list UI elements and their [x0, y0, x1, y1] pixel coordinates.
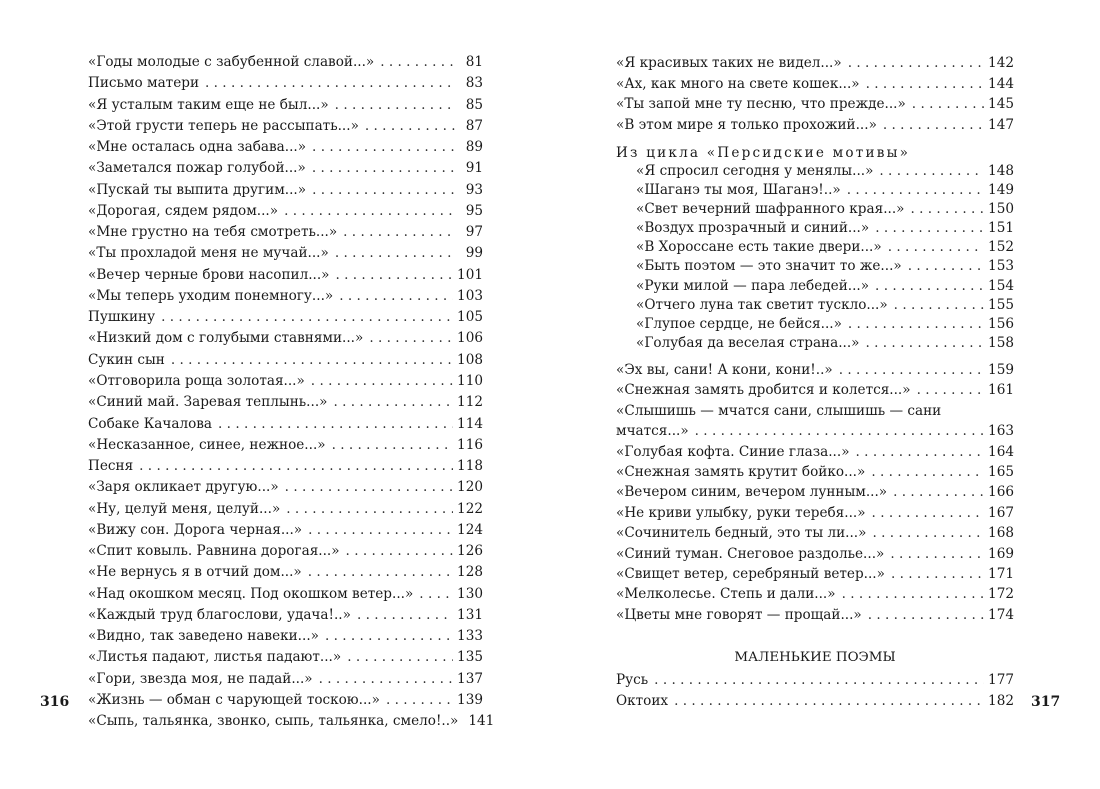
dot-leader	[333, 394, 453, 410]
dot-leader	[139, 458, 453, 474]
entry-title: Песня	[88, 458, 134, 475]
dot-leader	[284, 203, 455, 219]
dot-leader	[674, 693, 984, 709]
dot-leader	[866, 335, 985, 351]
entry-page-number: 153	[988, 258, 1014, 275]
entry-title: «Этой грусти теперь не рассыпать...»	[88, 117, 359, 134]
entry-page-number: 124	[457, 521, 483, 538]
toc-entry[interactable]	[636, 182, 1014, 201]
toc-entry[interactable]	[88, 522, 483, 543]
dot-leader	[891, 566, 984, 582]
entry-page-number: 177	[988, 672, 1014, 688]
cycle-toc-list	[636, 163, 1014, 354]
entry-title: «Над окошком месяц. Под окошком ветер...»	[88, 585, 414, 602]
entry-title: «Я усталым таким еще не был...»	[88, 96, 329, 113]
toc-entry[interactable]	[616, 546, 1014, 566]
entry-title: «Цветы мне говорят — прощай...»	[616, 606, 862, 623]
entry-page-number: 99	[465, 245, 483, 262]
entry-title: «Отговорила роща золотая...»	[88, 372, 305, 389]
dot-leader	[839, 362, 984, 378]
toc-entry[interactable]	[616, 607, 1014, 627]
toc-entry[interactable]	[88, 607, 483, 628]
dot-leader	[312, 160, 455, 176]
dot-leader	[346, 543, 454, 559]
entry-title: «Мне грустно на тебя смотреть...»	[88, 224, 338, 241]
entry-title: Октоих	[616, 693, 669, 709]
toc-entry[interactable]	[616, 672, 1014, 693]
toc-entry[interactable]	[616, 55, 1014, 76]
toc-entry[interactable]	[88, 479, 483, 500]
entry-title: «Дорогая, сядем рядом...»	[88, 202, 279, 219]
dot-leader	[325, 628, 453, 644]
entry-page-number: 147	[988, 117, 1014, 134]
entry-page-number: 161	[988, 382, 1014, 399]
entry-page-number: 144	[988, 75, 1014, 92]
toc-entry[interactable]	[616, 444, 1014, 464]
toc-entry[interactable]	[88, 586, 483, 607]
entry-title: «Мне осталась одна забава...»	[88, 139, 307, 156]
section-toc-list	[616, 672, 1014, 714]
toc-entry[interactable]	[636, 258, 1014, 277]
entry-title: «Ах, как много на свете кошек...»	[616, 75, 860, 92]
entry-title: «Шаганэ ты моя, Шаганэ!..»	[636, 182, 841, 199]
dot-leader	[868, 607, 984, 623]
entry-title: «Спит ковыль. Равнина дорогая...»	[88, 543, 340, 560]
entry-title: «Свищет ветер, серебряный ветер...»	[616, 565, 885, 582]
entry-title: Сукин сын	[88, 351, 165, 368]
dot-leader	[311, 373, 453, 389]
dot-leader	[308, 522, 453, 538]
entry-title: «Несказанное, синее, нежное...»	[88, 436, 326, 453]
toc-entry[interactable]	[88, 118, 483, 139]
entry-title: «Заметался пожар голубой...»	[88, 160, 306, 177]
entry-title: «Снежная замять крутит бойко...»	[616, 463, 866, 480]
toc-entry[interactable]	[616, 76, 1014, 97]
entry-page-number: 131	[457, 606, 483, 623]
cycle-heading: Из цикла «Персидские мотивы»	[616, 145, 911, 161]
dot-leader	[842, 586, 984, 602]
entry-title: «Мы теперь уходим понемногу...»	[88, 287, 334, 304]
toc-entry[interactable]	[616, 693, 1014, 714]
toc-entry[interactable]	[88, 203, 483, 224]
toc-entry[interactable]	[88, 649, 483, 670]
toc-entry[interactable]	[636, 335, 1014, 354]
toc-entry[interactable]	[636, 220, 1014, 239]
entry-title: «Руки милой — пара лебедей...»	[636, 277, 870, 294]
entry-page-number: 172	[988, 586, 1014, 603]
toc-entry[interactable]	[636, 278, 1014, 297]
entry-page-number: 149	[988, 182, 1014, 199]
toc-entry[interactable]	[88, 564, 483, 585]
entry-page-number: 171	[988, 565, 1014, 582]
toc-entry[interactable]	[88, 309, 483, 330]
dot-leader	[910, 201, 984, 217]
dot-leader	[908, 258, 984, 274]
entry-title: «Низкий дом с голубыми ставнями...»	[88, 330, 364, 347]
entry-page-number: 95	[465, 202, 483, 219]
toc-entry-continuation[interactable]	[616, 423, 1014, 443]
dot-leader	[335, 245, 455, 261]
entry-title: «Каждый труд благослови, удача!..»	[88, 606, 351, 623]
entry-page-number: 166	[988, 484, 1014, 501]
entry-page-number: 122	[457, 500, 483, 517]
dot-leader	[872, 525, 984, 541]
dot-leader	[285, 479, 453, 495]
entry-page-number: 112	[457, 394, 483, 411]
dot-leader	[890, 546, 984, 562]
toc-entry[interactable]	[88, 671, 483, 692]
dot-leader	[386, 692, 453, 708]
entry-page-number: 114	[457, 415, 483, 432]
entry-title: «Листья падают, листья падают...»	[88, 649, 342, 666]
entry-page-number: 81	[465, 54, 483, 70]
dot-leader	[872, 505, 985, 521]
dot-leader	[347, 649, 453, 665]
entry-title: «Ты запой мне ту песню, что прежде...»	[616, 96, 906, 113]
toc-entry[interactable]	[616, 505, 1014, 525]
dot-leader	[218, 416, 453, 432]
entry-title: «Заря окликает другую...»	[88, 479, 279, 496]
entry-title: Письмо матери	[88, 75, 200, 92]
toc-entry[interactable]	[88, 373, 483, 394]
toc-entry[interactable]	[88, 416, 483, 437]
entry-page-number: 126	[457, 543, 483, 560]
entry-page-number: 130	[457, 585, 483, 602]
dot-leader	[695, 423, 984, 439]
entry-page-number: 165	[988, 463, 1014, 480]
entry-page-number: 128	[457, 564, 483, 581]
entry-page-number: 141	[468, 713, 495, 730]
dot-leader	[357, 607, 453, 623]
dot-leader	[875, 220, 984, 236]
dot-leader	[866, 76, 984, 92]
entry-page-number: 101	[457, 266, 483, 283]
entry-page-number: 118	[457, 458, 483, 475]
entry-title: «Ты прохладой меня не мучай...»	[88, 245, 329, 262]
toc-entry[interactable]	[88, 437, 483, 458]
toc-entry[interactable]	[616, 464, 1014, 484]
dot-leader	[312, 182, 455, 198]
entry-title: «Сыпь, тальянка, звонко, сыпь, тальянка, смело!..»	[88, 713, 459, 730]
entry-page-number: 168	[988, 525, 1014, 542]
dot-leader	[893, 484, 984, 500]
toc-entry[interactable]	[88, 458, 483, 479]
entry-title: «Синий май. Заревая теплынь...»	[88, 394, 328, 411]
entry-title: «Отчего луна так светит тускло...»	[636, 296, 888, 313]
entry-title: «В Хороссане есть такие двери...»	[636, 239, 882, 256]
dot-leader	[871, 464, 984, 480]
dot-leader	[912, 96, 984, 112]
toc-entry[interactable]	[636, 201, 1014, 220]
entry-title: «Жизнь — обман с чарующей тоскою...»	[88, 691, 380, 708]
entry-title: «Глупое сердце, не бейся...»	[636, 315, 842, 332]
entry-title: «Я спросил сегодня у менялы...»	[636, 163, 874, 179]
right-page-number: 317	[1031, 694, 1061, 710]
entry-page-number: 156	[988, 315, 1014, 332]
dot-leader	[879, 163, 984, 179]
entry-title: «Слышишь — мчатся сани, слышишь — сани	[616, 402, 942, 419]
entry-page-number: 159	[988, 362, 1014, 378]
entry-title: «Вечером синим, вечером лунным...»	[616, 484, 888, 501]
section-heading: МАЛЕНЬКИЕ ПОЭМЫ	[734, 650, 896, 665]
entry-title: «Голубая кофта. Синие глаза...»	[616, 443, 850, 460]
toc-entry[interactable]	[88, 54, 483, 75]
entry-page-number: 135	[457, 649, 483, 666]
entry-page-number: 91	[465, 160, 483, 177]
entry-page-number: 110	[457, 372, 483, 389]
entry-page-number: 139	[457, 691, 483, 708]
toc-entry[interactable]	[88, 267, 483, 288]
left-toc-list	[88, 54, 495, 735]
dot-leader	[365, 118, 455, 134]
entry-page-number: 116	[457, 436, 483, 453]
toc-entry[interactable]	[88, 160, 483, 181]
toc-entry[interactable]	[88, 628, 483, 649]
entry-title: «Я красивых таких не видел...»	[616, 55, 842, 71]
toc-entry[interactable]	[88, 543, 483, 564]
entry-title: «Гори, звезда моя, не падай...»	[88, 670, 313, 687]
toc-entry[interactable]	[88, 245, 483, 266]
entry-title: «В этом мире я только прохожий...»	[616, 117, 877, 134]
entry-page-number: 151	[988, 220, 1014, 237]
entry-title: Собаке Качалова	[88, 415, 213, 432]
toc-entry[interactable]	[88, 352, 483, 373]
entry-title: «Ну, целуй меня, целуй...»	[88, 500, 281, 517]
entry-title: «Свет вечерний шафранного края...»	[636, 201, 905, 218]
toc-entry[interactable]	[616, 484, 1014, 504]
toc-entry[interactable]	[88, 330, 483, 351]
entry-page-number: 108	[457, 351, 483, 368]
entry-title-continuation: мчатся...»	[616, 423, 689, 440]
toc-entry[interactable]	[616, 403, 1014, 423]
right-toc-list-top	[616, 55, 1014, 138]
entry-title: «Быть поэтом — это значит то же...»	[636, 258, 902, 275]
toc-entry[interactable]	[636, 316, 1014, 335]
entry-title: «Голубая да веселая страна...»	[636, 334, 860, 351]
toc-entry[interactable]	[88, 692, 483, 713]
entry-title: «Не вернусь я в отчий дом...»	[88, 564, 302, 581]
entry-page-number: 164	[988, 443, 1014, 460]
dot-leader	[286, 501, 453, 517]
entry-page-number: 142	[988, 55, 1014, 71]
toc-entry[interactable]	[616, 586, 1014, 606]
dot-leader	[205, 75, 455, 91]
entry-title: «Вижу сон. Дорога черная...»	[88, 521, 303, 538]
toc-entry[interactable]	[616, 117, 1014, 138]
toc-entry[interactable]	[636, 297, 1014, 316]
toc-entry[interactable]	[636, 163, 1014, 182]
right-toc-list-after	[616, 362, 1014, 627]
dot-leader	[875, 278, 984, 294]
entry-page-number: 97	[465, 224, 483, 241]
entry-page-number: 155	[988, 296, 1014, 313]
entry-page-number: 154	[988, 277, 1014, 294]
entry-title: «Видно, так заведено навеки...»	[88, 628, 319, 645]
toc-entry[interactable]	[616, 382, 1014, 402]
dot-leader	[883, 117, 984, 133]
entry-page-number: 85	[465, 96, 483, 113]
dot-leader	[312, 139, 455, 155]
dot-leader	[339, 288, 453, 304]
dot-leader	[171, 352, 453, 368]
toc-entry[interactable]	[616, 362, 1014, 382]
toc-entry[interactable]	[616, 525, 1014, 545]
toc-entry[interactable]	[636, 239, 1014, 258]
entry-title: «Вечер черные брови насопил...»	[88, 266, 330, 283]
dot-leader	[856, 444, 985, 460]
toc-entry[interactable]	[88, 394, 483, 415]
entry-page-number: 158	[988, 334, 1014, 351]
toc-entry[interactable]	[88, 713, 495, 734]
toc-entry[interactable]	[88, 97, 483, 118]
dot-leader	[419, 586, 453, 602]
entry-page-number: 174	[988, 606, 1014, 623]
entry-title: «Снежная замять дробится и колется...»	[616, 382, 911, 399]
entry-page-number: 163	[988, 423, 1014, 440]
entry-page-number: 145	[988, 96, 1014, 113]
entry-page-number: 103	[457, 287, 483, 304]
toc-entry[interactable]	[88, 224, 483, 245]
entry-title: «Синий туман. Снеговое раздолье...»	[616, 545, 885, 562]
dot-leader	[848, 55, 984, 71]
dot-leader	[848, 316, 984, 332]
toc-entry[interactable]	[88, 501, 483, 522]
entry-title: «Эх вы, сани! А кони, кони!..»	[616, 362, 833, 378]
entry-page-number: 83	[465, 75, 483, 92]
toc-entry[interactable]	[616, 566, 1014, 586]
entry-page-number: 169	[988, 545, 1014, 562]
entry-page-number: 105	[457, 309, 483, 326]
dot-leader	[380, 54, 455, 70]
dot-leader	[847, 182, 984, 198]
entry-page-number: 87	[465, 117, 483, 134]
entry-title: «Пускай ты выпита другим...»	[88, 181, 307, 198]
entry-title: «Годы молодые с забубенной славой...»	[88, 54, 375, 70]
entry-page-number: 137	[457, 670, 483, 687]
entry-page-number: 93	[465, 181, 483, 198]
entry-page-number: 133	[457, 628, 483, 645]
entry-title: «Мелколесье. Степь и дали...»	[616, 586, 836, 603]
dot-leader	[917, 382, 984, 398]
left-page-number: 316	[40, 694, 70, 710]
toc-entry[interactable]	[88, 182, 483, 203]
entry-page-number: 182	[988, 693, 1014, 709]
toc-entry[interactable]	[88, 288, 483, 309]
dot-leader	[369, 330, 453, 346]
dot-leader	[319, 671, 453, 687]
entry-page-number: 150	[988, 201, 1014, 218]
dot-leader	[336, 267, 454, 283]
toc-entry[interactable]	[88, 75, 483, 96]
entry-page-number: 167	[988, 504, 1014, 521]
entry-title: Пушкину	[88, 309, 156, 326]
entry-page-number: 148	[988, 163, 1014, 179]
entry-title: «Не криви улыбку, руки теребя...»	[616, 504, 866, 521]
toc-entry[interactable]	[88, 139, 483, 160]
dot-leader	[332, 437, 453, 453]
entry-page-number: 106	[457, 330, 483, 347]
dot-leader	[888, 239, 984, 255]
dot-leader	[308, 564, 453, 580]
entry-title: «Воздух прозрачный и синий...»	[636, 220, 870, 237]
entry-page-number: 120	[457, 479, 483, 496]
dot-leader	[161, 309, 453, 325]
dot-leader	[894, 297, 984, 313]
entry-title: «Сочинитель бедный, это ты ли...»	[616, 525, 867, 542]
dot-leader	[335, 97, 455, 113]
toc-entry[interactable]	[616, 96, 1014, 117]
entry-page-number: 89	[465, 139, 483, 156]
dot-leader	[654, 672, 984, 688]
entry-page-number: 152	[988, 239, 1014, 256]
dot-leader	[343, 224, 455, 240]
entry-title: Русь	[616, 672, 649, 688]
